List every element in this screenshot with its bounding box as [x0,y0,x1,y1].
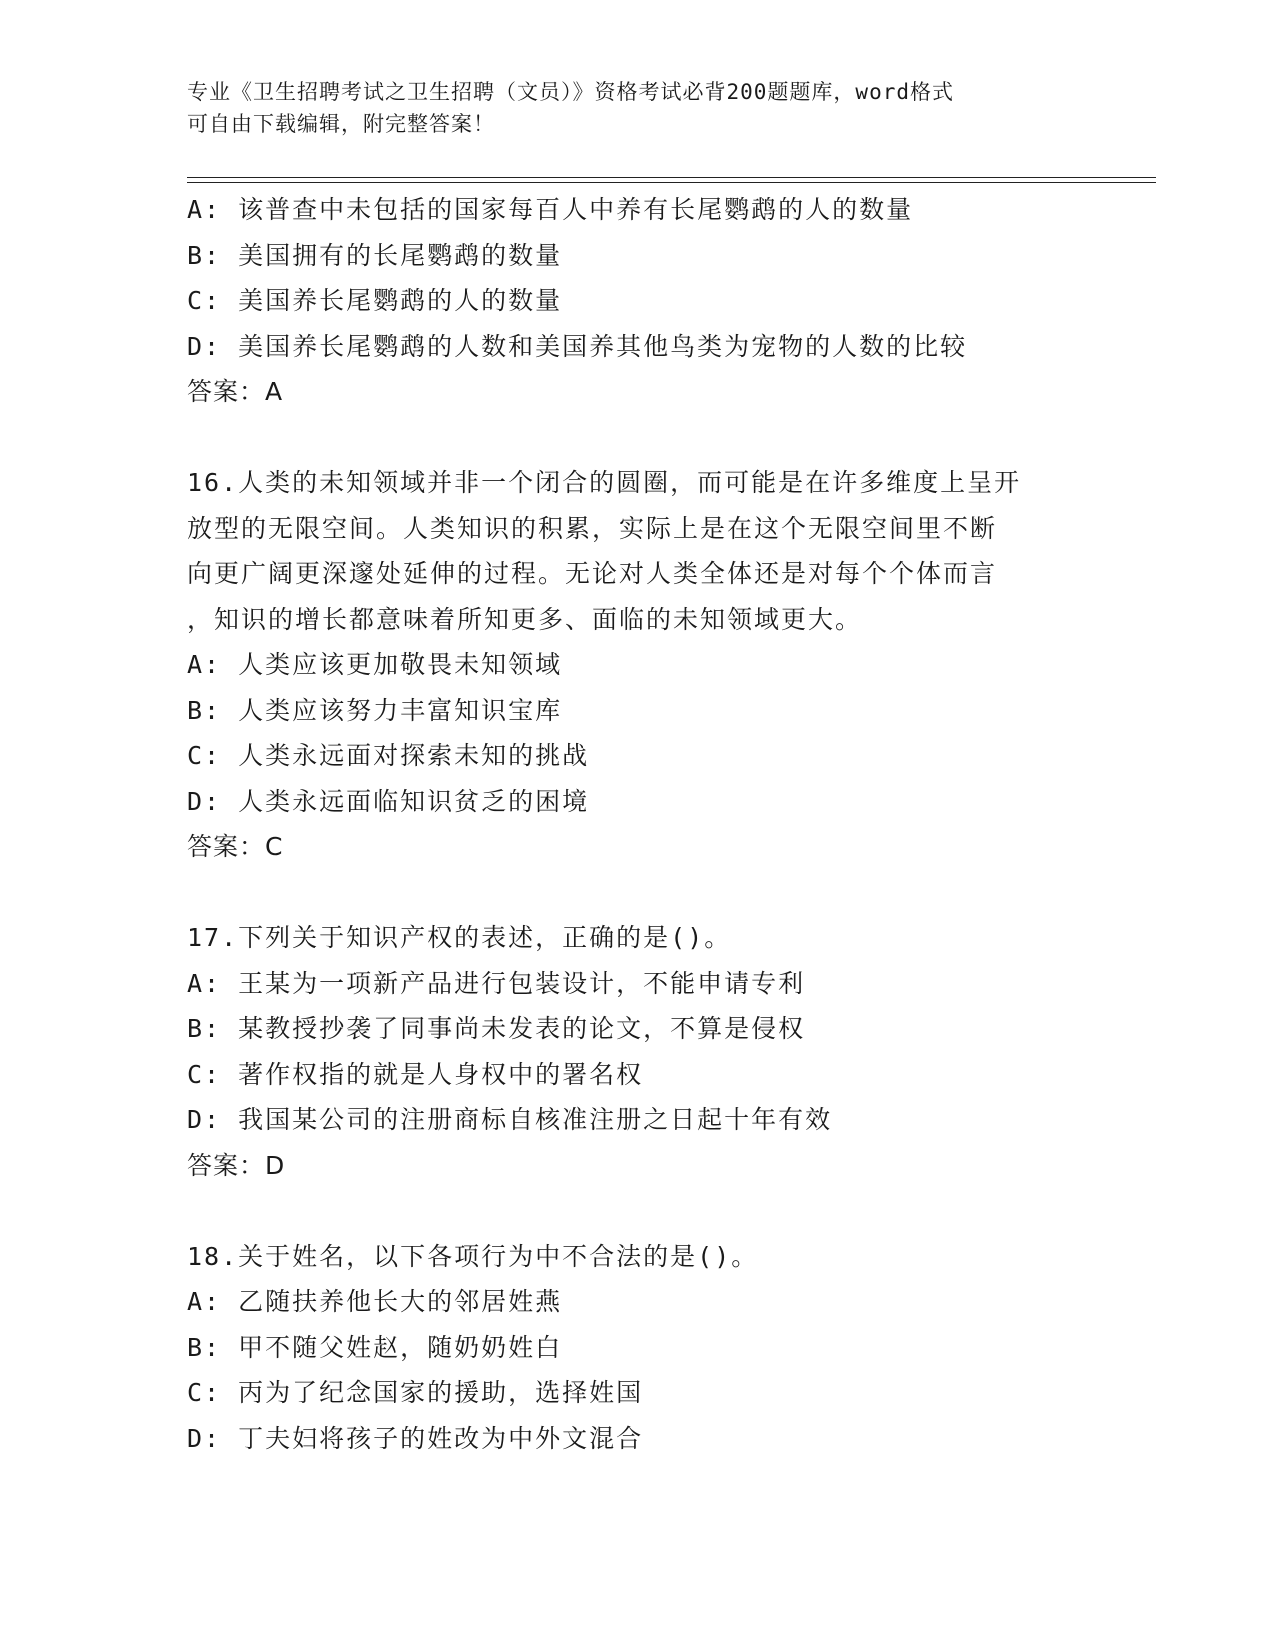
question-stem-line: ，知识的增长都意味着所知更多、面临的未知领域更大。 [187,604,863,634]
header-line-1: 专业《卫生招聘考试之卫生招聘（文员）》资格考试必背200题题库，word格式 [187,80,954,104]
question-stem-line: 放型的无限空间。人类知识的积累，实际上是在这个无限空间里不断 [187,513,998,543]
option-b: B: 某教授抄袭了同事尚未发表的论文，不算是侵权 [187,1014,806,1043]
option-a: A: 人类应该更加敬畏未知领域 [187,650,563,679]
spacer [187,1188,1087,1234]
document-header [187,76,1087,140]
option-a: A: 该普查中未包括的国家每百人中养有长尾鹦鹉的人的数量 [187,195,914,224]
question-16 [187,460,1087,870]
option-b: B: 美国拥有的长尾鹦鹉的数量 [187,240,563,270]
option-b: B: 人类应该努力丰富知识宝库 [187,695,563,725]
question-stem-line: 18.关于姓名，以下各项行为中不合法的是()。 [187,1241,759,1271]
option-d: D: 丁夫妇将孩子的姓改为中外文混合 [187,1423,644,1453]
question-stem-line: 向更广阔更深邃处延伸的过程。无论对人类全体还是对每个个体而言 [187,559,998,588]
question-list [187,187,1087,1461]
option-a: A: 乙随扶养他长大的邻居姓燕 [187,1287,563,1316]
question-15 [187,187,1087,415]
answer-line: 答案：C [187,832,284,861]
answer-line: 答案：A [187,377,284,406]
answer-line: 答案：D [187,1150,286,1180]
option-b: B: 甲不随父姓赵，随奶奶姓白 [187,1332,563,1362]
question-stem-line: 17.下列关于知识产权的表述，正确的是()。 [187,923,732,952]
header-divider-top [187,177,1156,178]
header-divider-bottom [187,182,1156,183]
option-d: D: 人类永远面临知识贫乏的困境 [187,786,590,816]
question-17 [187,915,1087,1188]
option-c: C: 丙为了纪念国家的援助，选择姓国 [187,1378,644,1407]
option-c: C: 美国养长尾鹦鹉的人的数量 [187,286,563,315]
option-a: A: 王某为一项新产品进行包装设计，不能申请专利 [187,968,806,998]
spacer [187,870,1087,916]
question-18 [187,1234,1087,1462]
question-stem-line: 16.人类的未知领域并非一个闭合的圆圈，而可能是在许多维度上呈开 [187,468,1022,497]
option-c: C: 人类永远面对探索未知的挑战 [187,741,590,770]
option-d: D: 美国养长尾鹦鹉的人数和美国养其他鸟类为宠物的人数的比较 [187,331,968,361]
header-line-2: 可自由下载编辑，附完整答案！ [187,112,495,136]
spacer [187,415,1087,461]
option-d: D: 我国某公司的注册商标自核准注册之日起十年有效 [187,1105,833,1134]
option-c: C: 著作权指的就是人身权中的署名权 [187,1059,644,1089]
